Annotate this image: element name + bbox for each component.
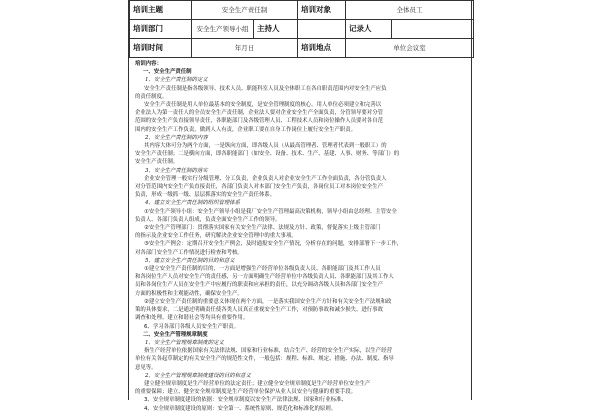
subsection-heading: 2、安全生产责任制的内容 <box>145 134 208 141</box>
paragraph-line: 企业法人为第一责任人的全员安全生产责任制，企业法人要对企业安全生产全面负责，分管领导要对分管 <box>135 110 383 117</box>
paragraph-line: 负责人、各部门负责人组成，负责全面安全生产工作的领导。 <box>135 216 281 223</box>
subsection-heading: 2、安全生产管理规章制度建设的目的和意义 <box>145 372 251 379</box>
paragraph-line: 指生产经营单位依据国家有关法律法规、国家和行业标准，结合生产、经营的安全生产实际，以生产经营 <box>144 348 392 355</box>
header-table <box>129 0 474 58</box>
target-value: 全体员工 <box>346 1 474 20</box>
dept-label: 培训部门 <box>130 20 192 39</box>
paragraph-line: ②安全生产管理部门：贯彻落实国家有关安全生产法律、法规及方针、政策，督促落实上级主管部门 <box>144 225 381 232</box>
paragraph-line: 对各部门安全生产工作情况进行检查和考核。 <box>135 249 243 256</box>
paragraph-line: 安全生产责任制是用人单位最基本的安全制度，是安全管理制度的核心。用人单位必须建立和完善以 <box>144 102 382 109</box>
paragraph-line: 员和各岗位生产人员在安全生产中应履行的职责和应承担的责任，以充分调动各级人员和各部门安全生产 <box>135 282 383 289</box>
paragraph-line: 调查和处理、建立和谐社会等均具有重要作用。 <box>135 315 249 322</box>
host-value <box>298 20 346 39</box>
paragraph-line: 负责，形成一级抓一级、层层抓落实的安全生产责任体系。 <box>135 192 276 199</box>
host-label: 主持人 <box>254 20 298 39</box>
paragraph-line: 对分管范围内安全生产负直接责任，各部门负责人对本部门安全生产负责，各岗位员工对本岗位安全生产 <box>135 184 383 191</box>
paragraph-line: 6、学习各部门各级人员安全生产职责。 <box>144 323 240 330</box>
paragraph-line: 方面的积极性和主观能动性，确保安全生产。 <box>135 290 243 297</box>
section-heading: 一、安全生产责任制 <box>143 69 192 76</box>
topic-label: 培训主题 <box>130 1 192 20</box>
subsection-heading: 1、安全生产管理规章制度的定义 <box>145 339 224 346</box>
subsection-heading: 4、建立安全生产责任制的组织管理体系 <box>145 200 241 207</box>
content-heading: 培训内容： <box>135 61 162 67</box>
paragraph-line: 的责任制度。 <box>135 93 168 100</box>
training-record-sheet <box>128 0 472 412</box>
time-label: 培训时间 <box>130 39 192 58</box>
dept-value: 安全生产领导小组 <box>192 20 254 39</box>
paragraph-line: 意见等。 <box>135 364 157 371</box>
paragraph-line: 范围的安全生产负直接领导责任，各职能部门及各级管理人员、工程技术人员和岗位操作人员要对各自范 <box>135 118 383 125</box>
recorder-label: 记录人 <box>346 20 392 39</box>
time-value: 年月日 <box>192 39 298 58</box>
paragraph-line: 和各岗位生产人员对安全生产的责任感，另一方面明确生产经营单位中各级负责人员、各职能部门及其工作人 <box>135 274 394 281</box>
recorder-value <box>392 20 474 39</box>
paragraph-line: 建立健全规章制度是生产经营单位的法定责任；建立健全安全规章制度是生产经营单位安全生产 <box>144 380 371 387</box>
paragraph-line: ③安全生产例会：定期召开安全生产例会，及时通报安全生产情况，分析存在的问题，安排部署下一步工作， <box>144 241 403 248</box>
place-value: 单位会议室 <box>346 39 474 58</box>
header-row-dept <box>130 20 474 39</box>
paragraph-line: 企业安全管理一般实行分级管理、分工负责，企业负责人对企业安全生产工作全面负责，各分管负责人 <box>144 175 387 182</box>
paragraph-line: ②建立安全生产责任制的重要意义体现在两个方面，一是落实我国安全生产方针和有关安全生产法规和政 <box>144 298 392 305</box>
training-content <box>129 58 471 413</box>
header-row-topic <box>130 1 474 20</box>
subsection-heading: 5、建立安全生产责任制的目的和意义 <box>145 257 235 264</box>
subsection-heading: 1、安全生产责任制的定义 <box>145 77 208 84</box>
topic-value: 安全生产责任制 <box>192 1 298 20</box>
target-label: 培训对象 <box>298 1 346 20</box>
header-row-time <box>130 39 474 58</box>
paragraph-line: 3、安全规章制度建设的依据：安全规章制度以安全生产法律法规、国家和行业标准、 <box>144 397 347 404</box>
place-label: 培训地点 <box>298 39 346 58</box>
paragraph-line: 的重要保障；建立、健全安全规章制度是生产经营单位保护从业人员安全与健康的重要手段。 <box>135 389 357 396</box>
paragraph-line: 安全生产责任制。 <box>135 159 179 166</box>
paragraph-line: 4、安全规章制度建设的原则：安全第一、系统性原则、规范化和标准化的原则。 <box>144 405 337 412</box>
subsection-heading: 3、安全生产责任制的落实 <box>145 167 208 174</box>
section-heading: 二、安全生产管理规章制度 <box>143 331 208 338</box>
paragraph-line: 其内容大体可分为两个方面，一是纵向方面，即各级人员（从最高管理者、管理者代表到一般职工）的 <box>144 143 387 150</box>
paragraph-line: 安全生产责任制是指各级领导、技术人员、职能科室人员及全体职工在各自职责范围内对安全生产应负 <box>144 85 387 92</box>
paragraph-line: ①建立安全生产责任制的目的，一方面是增强生产经营单位各级负责人员、各职能部门及其工作人员 <box>144 266 381 273</box>
paragraph-line: ①安全生产领导小组：安全生产领导小组是我厂安全生产管理最高决策机构，领导小组由总经理、主管安全 <box>144 208 397 215</box>
paragraph-line: 安全生产责任制；二是横向方面，即各职能部门（如安全、设备、技术、生产、基建、人事、财务、等部门）的 <box>135 151 400 158</box>
paragraph-line: 单位有关各起草制定的有关安全生产的规范性文件，一般包括：规程、标准、规定、措施、办法、制度、指导 <box>135 356 394 363</box>
content-lines <box>135 68 465 413</box>
paragraph-line: 围内的安全生产工作负责，做到人人有责，企业职工要在自身工作岗位上履行安全生产职责。 <box>135 126 357 133</box>
paragraph-line: 策的具体要求，二是通过明确责任使各类人员真正重视安全生产工作，对预防事故和减少损失、进行事故 <box>135 307 383 314</box>
paragraph-line: 的指示及企业安全工作任务，研究解决企业安全管理中的重大事项。 <box>135 233 297 240</box>
